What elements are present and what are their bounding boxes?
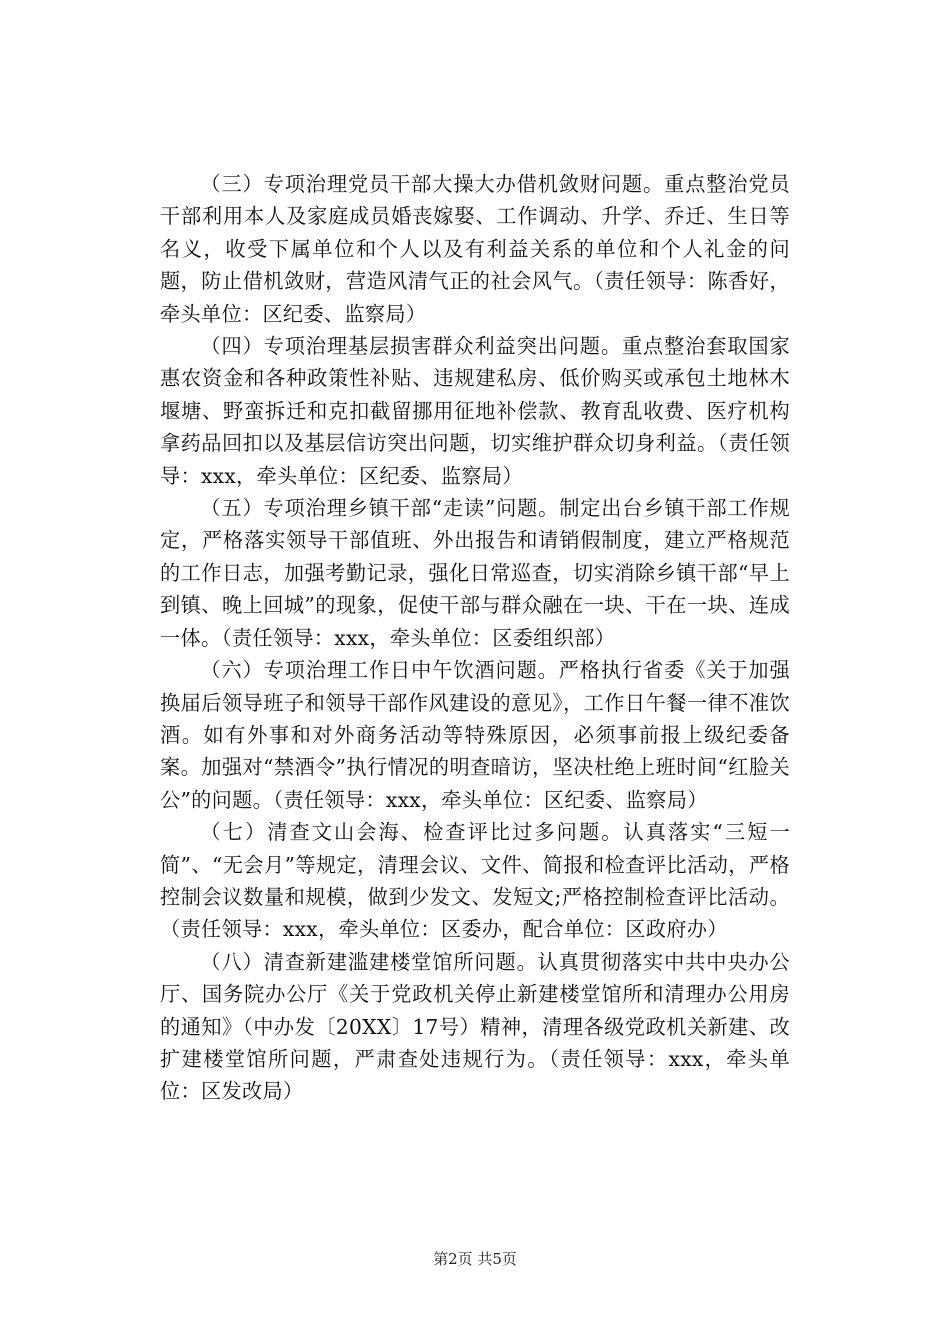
paragraph-5: （五）专项治理乡镇干部“走读”问题。制定出台乡镇干部工作规定，严格落实领导干部值班、外出报告和请销假制度，建立严格规范的工作日志，加强考勤记录，强化日常巡查，切实消除乡镇干部“早上到镇、晚上回城”的现象，促使干部与群众融在一块、干在一块、连成一体。（责任领导：xxx，牵头单位：区委组织部） xyxy=(160,496,790,650)
paragraph-7: （七）清查文山会海、检查评比过多问题。认真落实“三短一简”、“无会月”等规定，清理会议、文件、简报和检查评比活动，严格控制会议数量和规模，做到少发文、发短文;严格控制检查评比活动。（责任领导：xxx，牵头单位：区委办，配合单位：区政府办） xyxy=(160,820,790,942)
paragraph-8: （八）清查新建滥建楼堂馆所问题。认真贯彻落实中共中央办公厅、国务院办公厅《关于党政机关停止新建楼堂馆所和清理办公用房的通知》（中办发〔20XX〕17号）精神，清理各级党政机关新建、改扩建楼堂馆所问题，严肃查处违规行为。（责任领导：xxx，牵头单位：区发改局） xyxy=(160,949,790,1104)
paragraph-4: （四）专项治理基层损害群众利益突出问题。重点整治套取国家惠农资金和各种政策性补贴、违规建私房、低价购买或承包土地林木堰塘、野蛮拆迁和克扣截留挪用征地补偿款、教育乱收费、医疗机构拿药品回扣以及基层信访突出问题，切实维护群众切身利益。（责任领导：xxx，牵头单位：区纪委、监察局） xyxy=(160,334,790,488)
document-body xyxy=(160,168,790,1108)
paragraph-6: （六）专项治理工作日中午饮酒问题。严格执行省委《关于加强换届后领导班子和领导干部作风建设的意见》，工作日午餐一律不准饮酒。如有外事和对外商务活动等特殊原因，必须事前报上级纪委备案。加强对“禁酒令”执行情况的明查暗访，坚决杜绝上班时间“红脸关公”的问题。（责任领导：xxx，牵头单位：区纪委、监察局） xyxy=(160,658,790,812)
page-number-footer: 第2页 共5页 xyxy=(433,1250,517,1268)
paragraph-3: （三）专项治理党员干部大操大办借机敛财问题。重点整治党员干部利用本人及家庭成员婚丧嫁娶、工作调动、升学、乔迁、生日等名义，收受下属单位和个人以及有利益关系的单位和个人礼金的问题，防止借机敛财，营造风清气正的社会风气。（责任领导：陈香好，牵头单位：区纪委、监察局） xyxy=(160,172,790,326)
